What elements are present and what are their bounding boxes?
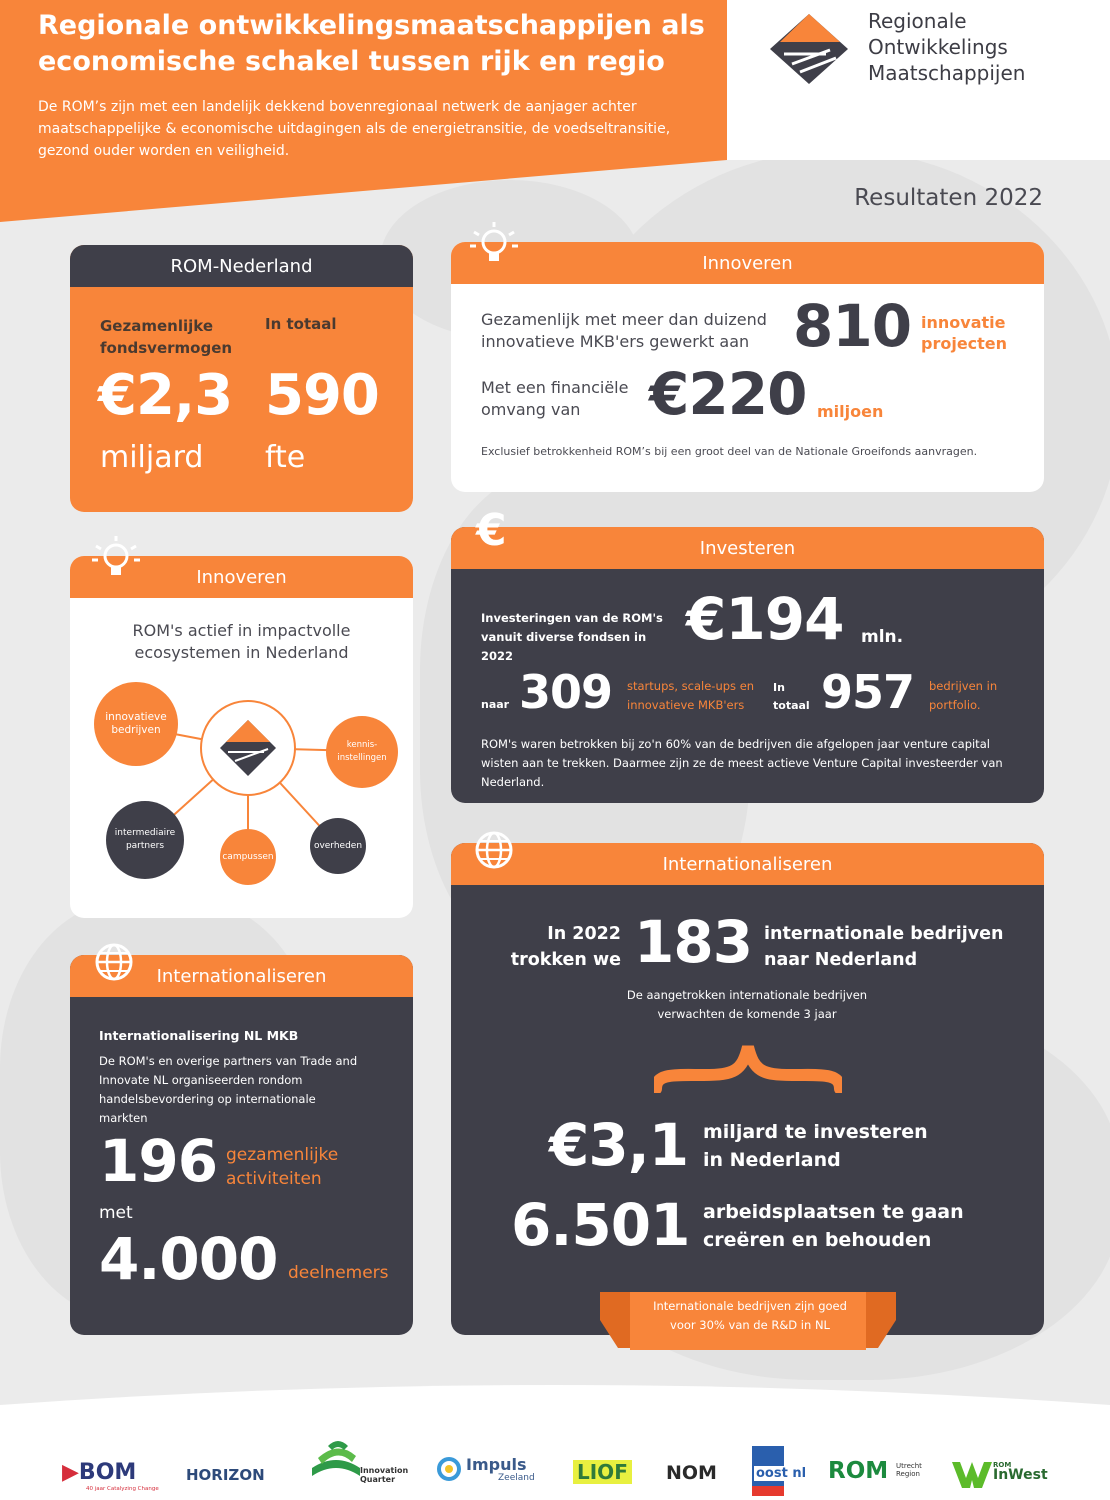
card-header	[451, 242, 1044, 284]
logo-strip-background	[0, 1375, 1110, 1500]
logo-line: Maatschappijen	[868, 61, 1026, 85]
fund-label: Gezamenlijke fondsvermogen	[100, 317, 233, 357]
utrecht-sub: Utrecht Region	[896, 1462, 922, 1478]
intl-sub: De aangetrokken internationale bedrijven verwachten de komende 3 jaar	[626, 988, 868, 1021]
partner-logo-bom: ▶BOM	[62, 1460, 137, 1485]
logo-line: Ontwikkelings	[868, 35, 1008, 59]
activities-unit: gezamenlijke activiteiten	[226, 1145, 339, 1189]
card-title: Innoveren	[196, 566, 287, 588]
iq-line: Innovation	[360, 1466, 409, 1475]
impuls-sub: Zeeland	[498, 1473, 535, 1483]
fte-unit: fte	[265, 440, 306, 475]
partner-logo-horizon: HORIZON	[186, 1466, 265, 1484]
companies-value: 183	[634, 908, 753, 976]
card-title: Investeren	[699, 537, 796, 559]
eco-node-overheden: overheden	[310, 818, 366, 874]
inwest-icon	[952, 1462, 992, 1488]
euro-icon: €	[476, 505, 507, 556]
activities-value: 196	[99, 1127, 218, 1195]
innoveren-card	[451, 242, 1044, 492]
card-header	[451, 527, 1044, 569]
innovation-quarter-text	[360, 1466, 408, 1484]
lightbulb-icon	[466, 220, 522, 270]
ecosystem-card	[70, 556, 413, 918]
iq-line: Quarter	[360, 1475, 396, 1484]
naar-label: naar	[481, 698, 510, 711]
globe-icon	[474, 830, 514, 870]
partner-logo-liof: LIOF	[573, 1460, 632, 1484]
jobs-value: 6.501	[511, 1191, 690, 1259]
lightbulb-icon	[88, 534, 144, 584]
card-header	[451, 843, 1044, 885]
portfolio-value: 957	[821, 665, 915, 719]
invest-intl-text: miljard te investeren in Nederland	[703, 1121, 928, 1171]
partner-logo-nom: NOM	[666, 1462, 717, 1484]
internationaliseren-right-card	[451, 843, 1044, 1335]
card-title: ROM-Nederland	[170, 255, 313, 277]
innoveren-footnote: Exclusief betrokkenheid ROM’s bij een groot deel van de Nationale Groeifonds aanvragen.	[481, 445, 978, 458]
invest-intl-value: €3,1	[549, 1111, 689, 1179]
innovation-text: Gezamenlijk met meer dan duizend innovatieve MKB'ers gewerkt aan	[481, 310, 767, 351]
partner-logo-inwest: InWest	[993, 1467, 1048, 1483]
page-title: Regionale ontwikkelingsmaatschappijen als economische schakel tussen rijk en regio	[38, 10, 705, 77]
innovation-value: 810	[793, 292, 912, 360]
met-label: met	[99, 1203, 133, 1223]
card-title: Innoveren	[702, 252, 793, 274]
invest-unit: mln.	[861, 627, 904, 647]
fte-label: In totaal	[265, 315, 337, 333]
innovation-unit: innovatie projecten	[921, 313, 1008, 353]
card-title: Internationaliseren	[156, 965, 327, 987]
eco-node-campussen: campussen	[220, 829, 276, 885]
intl-prefix: In 2022 trokken we	[510, 924, 621, 970]
intl-heading: Internationalisering NL MKB	[99, 1028, 299, 1043]
partner-logo-oost: oost nl	[756, 1466, 807, 1481]
finance-unit: miljoen	[817, 402, 884, 421]
rom-nederland-card	[70, 245, 413, 512]
investeren-card	[451, 527, 1044, 803]
rom-logo-icon	[770, 14, 848, 84]
participants-value: 4.000	[99, 1225, 278, 1293]
globe-icon	[94, 942, 134, 982]
eco-node-innovatieve: innovatieve bedrijven	[94, 682, 178, 766]
jobs-text: arbeidsplaatsen te gaan creëren en behouden	[703, 1201, 964, 1251]
ecosystem-subtitle: ROM's actief in impactvolle ecosystemen in Nederland	[132, 621, 351, 662]
innovation-quarter-icon	[310, 1432, 362, 1484]
invest-intro: Investeringen van de ROM's vanuit diverse fondsen in 2022	[481, 611, 663, 663]
card-header	[70, 245, 413, 287]
eco-node-intermediaire: intermediaire partners	[106, 801, 184, 879]
finance-text: Met een financiële omvang van	[481, 378, 629, 419]
fund-unit: miljard	[100, 440, 204, 475]
intl-body: De ROM's en overige partners van Trade and Innovate NL organiseerden rondom handelsbevordering op internationale markten	[99, 1054, 358, 1125]
ribbon-text: Internationale bedrijven zijn goed voor 30% van de R&D in NL	[653, 1299, 847, 1332]
card-title: Internationaliseren	[662, 853, 833, 875]
inwest-top: ROM	[993, 1461, 1012, 1469]
logo-line: Regionale	[868, 9, 967, 33]
curly-brace-icon	[654, 1043, 842, 1093]
partner-logo-impuls: Impuls	[466, 1455, 527, 1474]
partner-logo-rom-utrecht: ROM	[828, 1458, 889, 1484]
startups-value: 309	[519, 665, 613, 719]
logo-text	[868, 8, 1088, 86]
page-intro: De ROM’s zijn met een landelijk dekkend bovenregionaal netwerk de aanjager achter maatschappelijke & economische uitdagingen als de energietransitie, de voedseltransitie, gezond ouder worden en veiligheid.	[38, 99, 671, 159]
fund-value: €2,3	[98, 363, 233, 428]
fte-value: 590	[265, 363, 379, 428]
finance-value: €220	[649, 360, 807, 428]
invest-footnote: ROM's waren betrokken bij zo'n 60% van de bedrijven die afgelopen jaar venture capital wisten aan te trekken. Daarmee zijn ze de meest actieve Venture Capital investeerder van Nederland.	[481, 737, 1003, 789]
results-label: Resultaten 2022	[854, 185, 1043, 211]
bom-text: BOM	[78, 1460, 137, 1485]
invest-value: €194	[686, 585, 844, 653]
portfolio-text: bedrijven in portfolio.	[929, 679, 998, 712]
intl-suffix: internationale bedrijven naar Nederland	[764, 924, 1004, 970]
totaal-label: In totaal	[773, 681, 810, 712]
eco-node-kennis: kennis-instellingen	[326, 716, 398, 788]
impuls-icon	[436, 1456, 462, 1482]
bom-tagline: 40 jaar Catalyzing Change	[86, 1486, 159, 1492]
participants-unit: deelnemers	[288, 1263, 389, 1283]
internationaliseren-left-card	[70, 955, 413, 1335]
startups-text: startups, scale-ups en innovatieve MKB'ers	[627, 679, 755, 712]
